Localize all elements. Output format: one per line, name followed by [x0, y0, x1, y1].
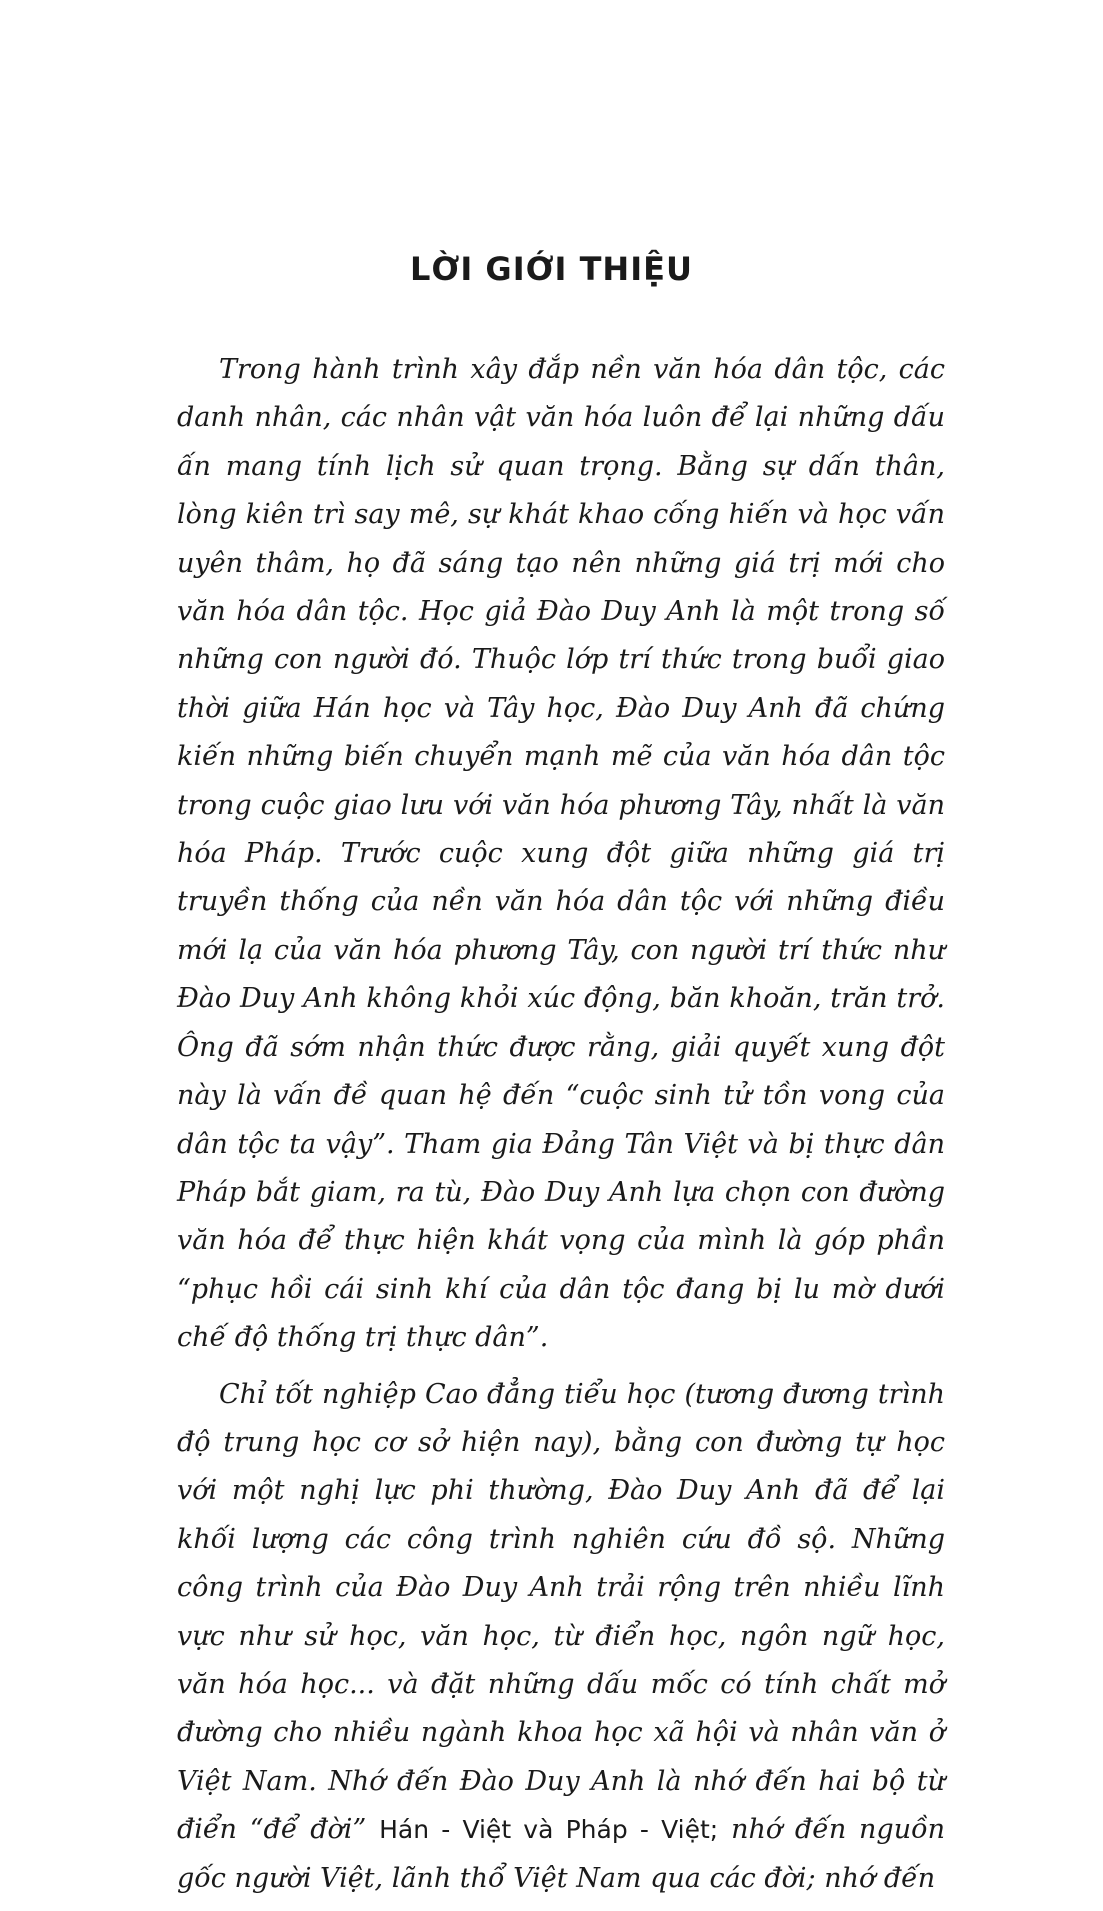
dictionary-titles: Hán - Việt và Pháp - Việt;	[379, 1815, 719, 1845]
paragraph-2	[177, 1371, 945, 1903]
body-text	[177, 346, 945, 1911]
paragraph-1: Trong hành trình xây đắp nền văn hóa dân tộc, các danh nhân, các nhân vật văn hóa luôn để lại những dấu ấn mang tính lịch sử quan trọng. Bằng sự dấn thân, lòng kiên trì say mê, sự khát khao cống hiến và học vấn uyên thâm, họ đã sáng tạo nên những giá trị mới cho văn hóa dân tộc. Học giả Đào Duy Anh là một trong số những con người đó. Thuộc lớp trí thức trong buổi giao thời giữa Hán học và Tây học, Đào Duy Anh đã chứng kiến những biến chuyển mạnh mẽ của văn hóa dân tộc trong cuộc giao lưu với văn hóa phương Tây, nhất là văn hóa Pháp. Trước cuộc xung đột giữa những giá trị truyền thống của nền văn hóa dân tộc với những điều mới lạ của văn hóa phương Tây, con người trí thức như Đào Duy Anh không khỏi xúc động, băn khoăn, trăn trở. Ông đã sớm nhận thức được rằng, giải quyết xung đột này là vấn đề quan hệ đến “cuộc sinh tử tồn vong của dân tộc ta vậy”. Tham gia Đảng Tân Việt và bị thực dân Pháp bắt giam, ra tù, Đào Duy Anh lựa chọn con đường văn hóa để thực hiện khát vọng của mình là góp phần “phục hồi cái sinh khí của dân tộc đang bị lu mờ dưới chế độ thống trị thực dân”.	[177, 354, 945, 1354]
paragraph-2-text-before: Chỉ tốt nghiệp Cao đẳng tiểu học (tương đương trình độ trung học cơ sở hiện nay), bằng con đường tự học với một nghị lực phi thường, Đào Duy Anh đã để lại khối lượng các công trình nghiên cứu đồ sộ. Những công trình của Đào Duy Anh trải rộng trên nhiều lĩnh vực như sử học, văn học, từ điển học, ngôn ngữ học, văn hóa học... và đặt những dấu mốc có tính chất mở đường cho nhiều ngành khoa học xã hội và nhân văn ở Việt Nam. Nhớ đến Đào Duy Anh là nhớ đến hai bộ từ điển “để đời”	[177, 1378, 945, 1846]
page-title: LỜI GIỚI THIỆU	[410, 250, 693, 288]
paragraph-2-text-after: nhớ đến nguồn gốc người Việt, lãnh thổ Việt Nam qua các đời; nhớ đến	[177, 1814, 945, 1894]
